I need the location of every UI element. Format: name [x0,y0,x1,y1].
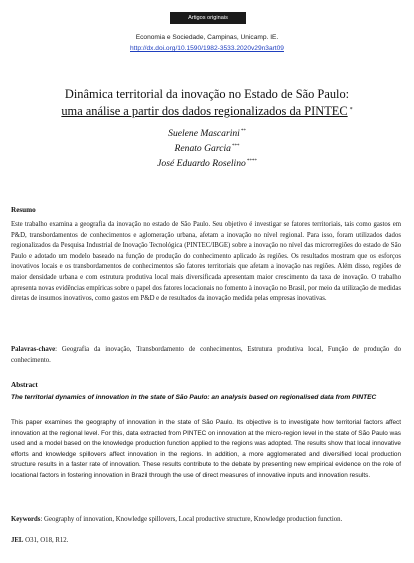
author-footnote-mark[interactable]: *** [231,144,240,149]
abstract-title: The territorial dynamics of innovation in the state of São Paulo: an analysis based on regionalised data from PINTEC [11,394,377,401]
jel-text: O31, O18, R12. [23,537,69,544]
jel-label: JEL [11,537,24,544]
journal-line: Economia e Sociedade, Campinas, Unicamp. IE. [135,34,279,41]
author-list [0,125,414,170]
title-footnote-mark[interactable]: * [349,107,353,113]
author-name: José Eduardo Roselino [157,158,246,169]
abstract-keywords [11,515,401,526]
section-badge: Artigos originais [170,12,246,24]
doi-link[interactable]: http://dx.doi.org/10.1590/1982-3533.2020v29n3art09 [130,45,284,52]
abstract-keywords-text: : Geography of innovation, Knowledge spillovers, Local productive structure, Knowledge production function. [40,516,343,523]
abstract-text: This paper examines the geography of innovation in the state of São Paulo. Its objective is to investigate how territorial factors affect innovation at the regional level. For this, data extracted from PINTEC on innovation at the micro-region level in the state of São Paulo was used and a model based on the knowledge production function applied to the regions was adopted. The results show that local innovative efforts and knowledge spillovers affect innovation in the regions. In addition, a more agglomerated and diversified local production structure results in a faster rate of innovation. These results contribute to the debate by presenting new empirical evidence on the role of locational factors in fostering innovation in Brazil through the use of direct measures of innovative inputs and innovation results. [11,419,401,479]
author [0,125,414,140]
author [0,155,414,170]
author-footnote-mark[interactable]: ** [240,129,246,134]
author-name: Suelene Mascarini [168,128,240,139]
abstract-heading: Abstract [11,381,38,389]
resumo-keywords [11,345,401,366]
author-name: Renato Garcia [174,143,231,154]
author [0,140,414,155]
resumo-keywords-label: Palavras-chave [11,346,56,353]
author-footnote-mark[interactable]: **** [246,159,257,164]
article-title [0,86,414,119]
jel-codes [11,536,401,547]
resumo-heading: Resumo [11,206,36,214]
title-line-1: Dinâmica territorial da inovação no Estado de São Paulo: [64,87,350,101]
abstract-keywords-label: Keywords [11,516,41,523]
resumo-text: Este trabalho examina a geografia da inovação no estado de São Paulo. Seu objetivo é investigar se fatores territoriais, tais como gastos em P&D, transbordamentos de conhecimentos e aglomeração urbana, afetam a inovação no nível regional. Para isso, foram utilizados dados regionalizados da Pesquisa Industrial de Inovação Tecnológica (PINTEC/IBGE) sobre a inovação no nível das microrregiões do estado de São Paulo e adotado um modelo baseado na função de produção do conhecimento aplicado às regiões. Os resultados mostram que os esforços inovativos locais e os transbordamentos de conhecimentos são fatores territoriais que afetam a inovação nas regiões. Além disso, regiões de maior densidade urbana e com estrutura produtiva local mais diversificada apresentam maior crescimento da taxa de inovação. O trabalho apresenta novas evidências empíricas sobre o papel dos fatores locacionais no fomento à inovação no Brasil, por meio da utilização de medidas diretas de insumos inovativos, como gastos em P&D e de resultados da inovação medida pelas empresas inovativas. [11,221,401,303]
title-line-2: uma análise a partir dos dados regionalizados da PINTEC [61,104,348,118]
title-line-2-wrap [0,102,414,119]
resumo-keywords-text: : Geografia da inovação, Transbordamento de conhecimentos, Estrutura produtiva local, Função de produção do conhecimento. [11,346,401,364]
